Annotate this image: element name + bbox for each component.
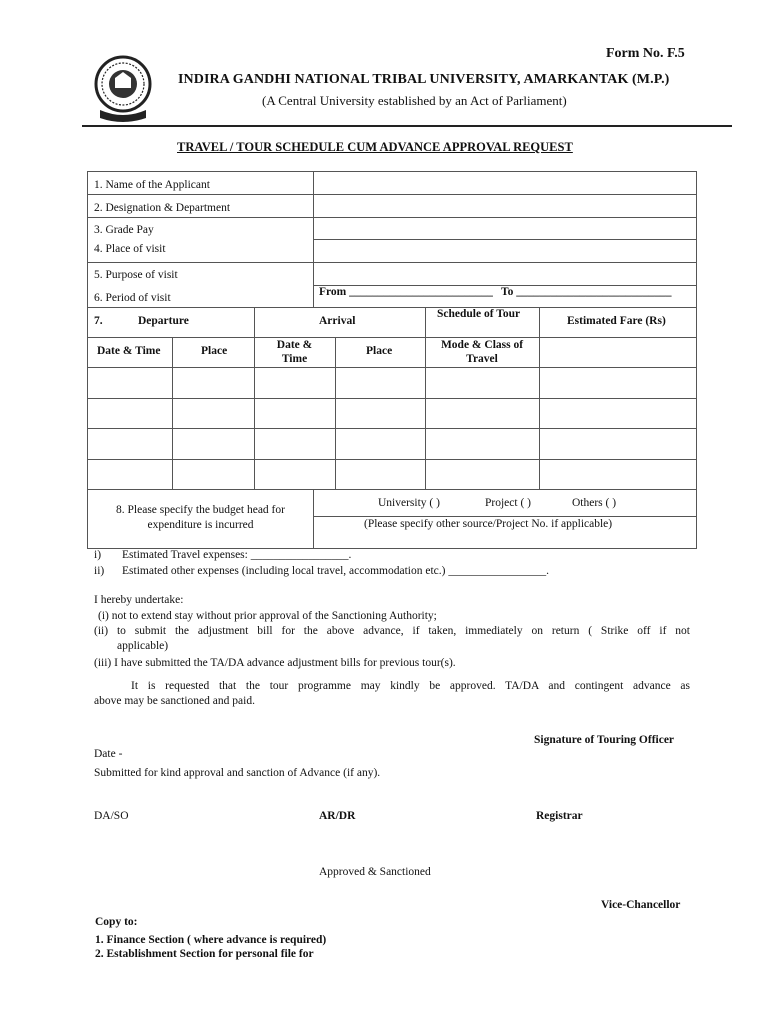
budget-label-line1: 8. Please specify the budget head for [116,504,285,516]
travel-expenses-field[interactable]: Estimated Travel expenses: _________________. [122,549,352,561]
arrival-place-header: Place [366,345,393,357]
copy-to-item-2: 2. Establishment Section for personal file for [95,948,314,960]
itinerary-row[interactable] [88,368,696,398]
vice-chancellor-label: Vice-Chancellor [601,899,681,911]
itinerary-row[interactable] [88,399,696,428]
da-so-label: DA/SO [94,810,129,822]
expense-ii-number: ii) [94,565,105,577]
arrival-header: Arrival [319,315,356,327]
registrar-label: Registrar [536,810,583,822]
university-subtitle: (A Central University established by an Act of Parliament) [262,93,567,108]
copy-to-heading: Copy to: [95,916,138,928]
label-name: 1. Name of the Applicant [94,179,210,191]
schedule-header: Schedule of Tour [437,308,521,320]
label-purpose: 5. Purpose of visit [94,269,178,281]
submitted-text: Submitted for kind approval and sanction of Advance (if any). [94,767,381,779]
touring-officer-signature: Signature of Touring Officer [534,734,675,746]
label-period: 6. Period of visit [94,292,171,304]
request-line1: It is requested that the tour programme may kindly be approved. TA/DA and contingent advance as [131,680,690,692]
budget-university-option[interactable]: University ( ) [378,497,440,509]
item-7-number: 7. [94,315,103,327]
budget-others-option[interactable]: Others ( ) [572,497,617,509]
undertaking-iii: (iii) I have submitted the TA/DA advance adjustment bills for previous tour(s). [94,657,456,669]
period-from[interactable]: From _________________________ [319,286,493,298]
designation-field[interactable] [318,216,695,238]
label-grade-pay: 3. Grade Pay [94,224,154,236]
other-expenses-field[interactable]: Estimated other expenses (including local travel, accommodation etc.) _________________. [122,565,549,577]
form-number: Form No. F.5 [606,46,685,61]
departure-place-header: Place [201,345,228,357]
label-designation: 2. Designation & Department [94,202,231,214]
expense-i-number: i) [94,549,102,561]
itinerary-row[interactable] [88,429,696,459]
name-field[interactable] [318,193,695,215]
period-to[interactable]: To ___________________________ [501,286,672,298]
fare-header: Estimated Fare (Rs) [567,315,666,327]
itinerary-row[interactable] [88,460,696,489]
mode-class-header: Mode & Class of Travel [440,339,524,365]
undertaking-intro: I hereby undertake: [94,594,184,606]
departure-header: Departure [138,315,189,327]
ar-dr-label: AR/DR [319,810,356,822]
copy-to-item-1: 1. Finance Section ( where advance is required) [95,934,327,946]
label-place: 4. Place of visit [94,243,166,255]
header-divider [82,125,732,127]
grade-pay-place-field[interactable] [318,239,695,261]
departure-datetime-header: Date & Time [97,345,161,357]
university-logo [92,54,154,122]
purpose-field[interactable] [318,262,695,284]
undertaking-ii-line2: applicable) [117,640,169,652]
undertaking-ii-line1: (ii) to submit the adjustment bill for the above advance, if taken, immediately on return ( Strike off if not [94,625,690,637]
budget-project-option[interactable]: Project ( ) [485,497,531,509]
university-name: INDIRA GANDHI NATIONAL TRIBAL UNIVERSITY, AMARKANTAK (M.P.) [178,72,670,87]
request-line2: above may be sanctioned and paid. [94,695,255,707]
form-title: TRAVEL / TOUR SCHEDULE CUM ADVANCE APPROVAL REQUEST [177,140,573,154]
arrival-datetime-header: Date & Time [276,339,313,365]
budget-note: (Please specify other source/Project No. if applicable) [364,518,613,530]
budget-label-line2: expenditure is incurred [147,519,254,531]
date-label: Date - [94,748,123,760]
approved-sanctioned: Approved & Sanctioned [319,866,431,878]
undertaking-i: (i) not to extend stay without prior approval of the Sanctioning Authority; [98,610,437,622]
